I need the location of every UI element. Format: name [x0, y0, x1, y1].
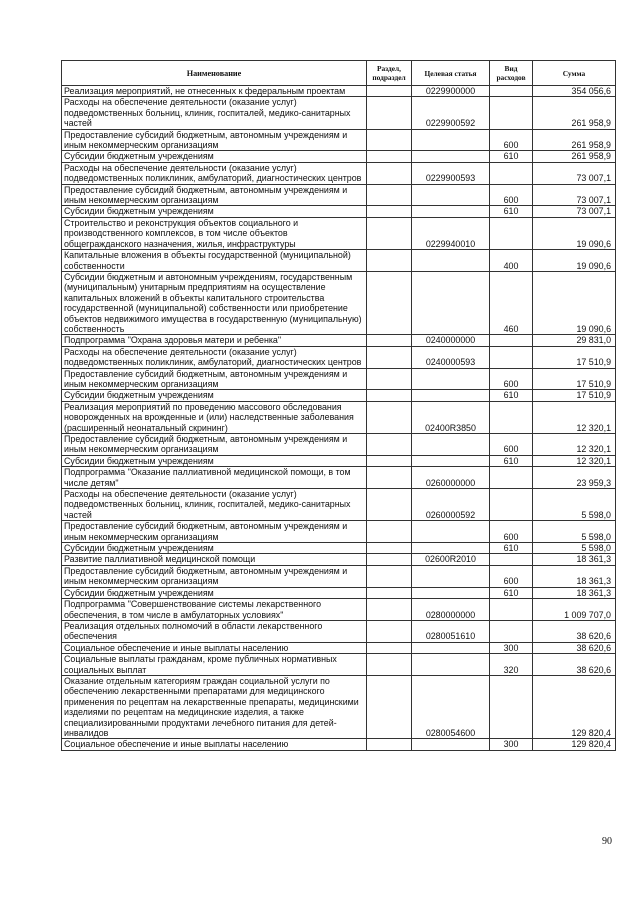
table-row	[62, 368, 616, 390]
row-sum-cell: 261 958,9	[533, 97, 616, 129]
row-name-cell: Субсидии бюджетным учреждениям	[62, 543, 367, 554]
row-name-cell: Расходы на обеспечение деятельности (оказание услуг) подведомственных поликлиник, амбулаторий, диагностических центров	[62, 162, 367, 184]
row-sum-cell: 38 620,6	[533, 654, 616, 676]
header-target-article: Целевая статья	[412, 61, 490, 86]
table-row	[62, 162, 616, 184]
row-sum-cell: 38 620,6	[533, 620, 616, 642]
row-target-article-cell: 0260000592	[412, 489, 490, 521]
row-expense-type-cell: 600	[490, 184, 533, 206]
row-razdel-cell	[367, 390, 412, 401]
row-name-cell: Подпрограмма "Совершенствование системы лекарственного обеспечения, в том числе в амбулаторных условиях"	[62, 599, 367, 621]
row-razdel-cell	[367, 467, 412, 489]
row-name-cell: Субсидии бюджетным учреждениям	[62, 206, 367, 217]
row-expense-type-cell	[490, 675, 533, 738]
row-name-cell: Предоставление субсидий бюджетным, автономным учреждениям и иным некоммерческим организациям	[62, 521, 367, 543]
row-name-cell: Строительство и реконструкция объектов социального и производственного комплексов, в том числе объектов общегражданского назначения, жилья, инфраструктуры	[62, 217, 367, 249]
table-row	[62, 206, 616, 217]
row-sum-cell: 29 831,0	[533, 335, 616, 346]
row-target-article-cell	[412, 368, 490, 390]
row-sum-cell: 261 958,9	[533, 151, 616, 162]
row-sum-cell: 73 007,1	[533, 184, 616, 206]
row-sum-cell: 12 320,1	[533, 455, 616, 466]
row-target-article-cell: 0240000593	[412, 346, 490, 368]
row-name-cell: Предоставление субсидий бюджетным, автономным учреждениям и иным некоммерческим организациям	[62, 368, 367, 390]
table-row	[62, 565, 616, 587]
row-expense-type-cell: 300	[490, 739, 533, 750]
row-expense-type-cell: 610	[490, 455, 533, 466]
row-sum-cell: 73 007,1	[533, 162, 616, 184]
table-row	[62, 271, 616, 334]
table-row	[62, 390, 616, 401]
row-sum-cell: 129 820,4	[533, 739, 616, 750]
row-target-article-cell: 0280051610	[412, 620, 490, 642]
row-expense-type-cell	[490, 335, 533, 346]
row-razdel-cell	[367, 599, 412, 621]
row-sum-cell: 17 510,9	[533, 368, 616, 390]
row-target-article-cell	[412, 455, 490, 466]
row-name-cell: Расходы на обеспечение деятельности (оказание услуг) подведомственных больниц, клиник, госпиталей, медико-санитарных частей	[62, 97, 367, 129]
row-target-article-cell: 0229900592	[412, 97, 490, 129]
row-sum-cell: 19 090,6	[533, 250, 616, 272]
row-sum-cell: 17 510,9	[533, 390, 616, 401]
row-razdel-cell	[367, 206, 412, 217]
row-sum-cell: 19 090,6	[533, 271, 616, 334]
table-row	[62, 97, 616, 129]
row-name-cell: Субсидии бюджетным учреждениям	[62, 390, 367, 401]
row-expense-type-cell	[490, 97, 533, 129]
header-razdel: Раздел, подраздел	[367, 61, 412, 86]
row-sum-cell: 261 958,9	[533, 129, 616, 151]
table-header-row	[62, 61, 616, 86]
table-row	[62, 554, 616, 565]
row-name-cell: Социальное обеспечение и иные выплаты населению	[62, 642, 367, 653]
row-name-cell: Субсидии бюджетным учреждениям	[62, 455, 367, 466]
row-razdel-cell	[367, 455, 412, 466]
row-name-cell: Субсидии бюджетным учреждениям	[62, 587, 367, 598]
row-target-article-cell: 0260000000	[412, 467, 490, 489]
table-row	[62, 675, 616, 738]
table-row	[62, 642, 616, 653]
row-razdel-cell	[367, 346, 412, 368]
row-expense-type-cell	[490, 401, 533, 433]
row-target-article-cell	[412, 250, 490, 272]
row-razdel-cell	[367, 521, 412, 543]
row-target-article-cell: 02600R2010	[412, 554, 490, 565]
row-expense-type-cell	[490, 86, 533, 97]
row-sum-cell: 5 598,0	[533, 521, 616, 543]
row-razdel-cell	[367, 554, 412, 565]
table-row	[62, 86, 616, 97]
row-sum-cell: 354 056,6	[533, 86, 616, 97]
row-target-article-cell: 0280000000	[412, 599, 490, 621]
table-row	[62, 620, 616, 642]
row-razdel-cell	[367, 675, 412, 738]
budget-table	[61, 60, 616, 751]
row-razdel-cell	[367, 489, 412, 521]
table-row	[62, 217, 616, 249]
row-razdel-cell	[367, 739, 412, 750]
row-expense-type-cell: 320	[490, 654, 533, 676]
header-sum: Сумма	[533, 61, 616, 86]
row-razdel-cell	[367, 543, 412, 554]
row-expense-type-cell: 600	[490, 129, 533, 151]
row-expense-type-cell: 600	[490, 565, 533, 587]
row-sum-cell: 19 090,6	[533, 217, 616, 249]
table-row	[62, 434, 616, 456]
table-row	[62, 184, 616, 206]
row-target-article-cell	[412, 206, 490, 217]
row-sum-cell: 12 320,1	[533, 434, 616, 456]
row-expense-type-cell	[490, 346, 533, 368]
row-name-cell: Расходы на обеспечение деятельности (оказание услуг) подведомственных больниц, клиник, госпиталей, медико-санитарных частей	[62, 489, 367, 521]
row-target-article-cell: 0240000000	[412, 335, 490, 346]
row-sum-cell: 1 009 707,0	[533, 599, 616, 621]
row-target-article-cell	[412, 654, 490, 676]
row-sum-cell: 12 320,1	[533, 401, 616, 433]
row-razdel-cell	[367, 368, 412, 390]
row-name-cell: Расходы на обеспечение деятельности (оказание услуг) подведомственных поликлиник, амбулаторий, диагностических центров	[62, 346, 367, 368]
row-target-article-cell	[412, 642, 490, 653]
row-razdel-cell	[367, 654, 412, 676]
row-expense-type-cell: 600	[490, 521, 533, 543]
row-name-cell: Предоставление субсидий бюджетным, автономным учреждениям и иным некоммерческим организациям	[62, 565, 367, 587]
row-expense-type-cell: 460	[490, 271, 533, 334]
row-expense-type-cell: 400	[490, 250, 533, 272]
row-expense-type-cell: 610	[490, 543, 533, 554]
row-expense-type-cell	[490, 489, 533, 521]
row-name-cell: Подпрограмма "Оказание паллиативной медицинской помощи, в том числе детям"	[62, 467, 367, 489]
row-target-article-cell: 0229900000	[412, 86, 490, 97]
table-row	[62, 587, 616, 598]
row-name-cell: Предоставление субсидий бюджетным, автономным учреждениям и иным некоммерческим организациям	[62, 129, 367, 151]
row-expense-type-cell: 600	[490, 368, 533, 390]
row-target-article-cell	[412, 521, 490, 543]
row-target-article-cell	[412, 271, 490, 334]
row-razdel-cell	[367, 217, 412, 249]
row-name-cell: Субсидии бюджетным и автономным учреждениям, государственным (муниципальным) унитарным предприятиям на осуществление капитальных вложений в объекты капитального строительства государственной (муниципальной) собственности или приобретение объектов недвижимого имущества в государственную (муниципальную) собственность	[62, 271, 367, 334]
table-row	[62, 129, 616, 151]
row-expense-type-cell	[490, 217, 533, 249]
table-body	[62, 86, 616, 751]
row-razdel-cell	[367, 151, 412, 162]
row-sum-cell: 129 820,4	[533, 675, 616, 738]
row-razdel-cell	[367, 565, 412, 587]
row-target-article-cell	[412, 434, 490, 456]
row-name-cell: Реализация отдельных полномочий в области лекарственного обеспечения	[62, 620, 367, 642]
row-target-article-cell	[412, 390, 490, 401]
row-razdel-cell	[367, 587, 412, 598]
row-sum-cell: 73 007,1	[533, 206, 616, 217]
row-sum-cell: 17 510,9	[533, 346, 616, 368]
table-row	[62, 401, 616, 433]
row-name-cell: Предоставление субсидий бюджетным, автономным учреждениям и иным некоммерческим организациям	[62, 184, 367, 206]
table-row	[62, 455, 616, 466]
header-expense-type: Вид расходов	[490, 61, 533, 86]
table-row	[62, 654, 616, 676]
header-name: Наименование	[62, 61, 367, 86]
row-razdel-cell	[367, 97, 412, 129]
row-name-cell: Развитие паллиативной медицинской помощи	[62, 554, 367, 565]
row-name-cell: Подпрограмма "Охрана здоровья матери и ребенка"	[62, 335, 367, 346]
row-name-cell: Социальные выплаты гражданам, кроме публичных нормативных социальных выплат	[62, 654, 367, 676]
row-razdel-cell	[367, 162, 412, 184]
row-name-cell: Реализация мероприятий, не отнесенных к федеральным проектам	[62, 86, 367, 97]
row-name-cell: Капитальные вложения в объекты государственной (муниципальной) собственности	[62, 250, 367, 272]
row-sum-cell: 18 361,3	[533, 565, 616, 587]
row-expense-type-cell: 600	[490, 434, 533, 456]
row-name-cell: Социальное обеспечение и иные выплаты населению	[62, 739, 367, 750]
row-sum-cell: 18 361,3	[533, 554, 616, 565]
row-sum-cell: 18 361,3	[533, 587, 616, 598]
row-target-article-cell	[412, 151, 490, 162]
table-row	[62, 739, 616, 750]
table-row	[62, 521, 616, 543]
row-razdel-cell	[367, 184, 412, 206]
row-expense-type-cell: 610	[490, 151, 533, 162]
page-number: 90	[602, 836, 612, 847]
row-name-cell: Субсидии бюджетным учреждениям	[62, 151, 367, 162]
table-row	[62, 151, 616, 162]
row-target-article-cell: 02400R3850	[412, 401, 490, 433]
table-row	[62, 335, 616, 346]
row-razdel-cell	[367, 86, 412, 97]
row-target-article-cell: 0229940010	[412, 217, 490, 249]
row-target-article-cell: 0229900593	[412, 162, 490, 184]
row-expense-type-cell: 610	[490, 587, 533, 598]
row-sum-cell: 38 620,6	[533, 642, 616, 653]
row-target-article-cell	[412, 565, 490, 587]
row-target-article-cell: 0280054600	[412, 675, 490, 738]
row-expense-type-cell: 610	[490, 390, 533, 401]
row-expense-type-cell: 610	[490, 206, 533, 217]
table-row	[62, 543, 616, 554]
row-razdel-cell	[367, 335, 412, 346]
row-target-article-cell	[412, 739, 490, 750]
row-sum-cell: 5 598,0	[533, 543, 616, 554]
row-sum-cell: 23 959,3	[533, 467, 616, 489]
row-razdel-cell	[367, 642, 412, 653]
row-expense-type-cell	[490, 467, 533, 489]
table-row	[62, 489, 616, 521]
row-target-article-cell	[412, 587, 490, 598]
table-row	[62, 467, 616, 489]
row-sum-cell: 5 598,0	[533, 489, 616, 521]
row-target-article-cell	[412, 129, 490, 151]
row-expense-type-cell	[490, 554, 533, 565]
row-expense-type-cell	[490, 599, 533, 621]
row-target-article-cell	[412, 184, 490, 206]
row-name-cell: Предоставление субсидий бюджетным, автономным учреждениям и иным некоммерческим организациям	[62, 434, 367, 456]
row-razdel-cell	[367, 401, 412, 433]
row-razdel-cell	[367, 129, 412, 151]
table-row	[62, 599, 616, 621]
row-expense-type-cell	[490, 162, 533, 184]
row-expense-type-cell: 300	[490, 642, 533, 653]
row-razdel-cell	[367, 434, 412, 456]
table-row	[62, 250, 616, 272]
row-razdel-cell	[367, 271, 412, 334]
row-target-article-cell	[412, 543, 490, 554]
row-name-cell: Оказание отдельным категориям граждан социальной услуги по обеспечению лекарственными препаратами для медицинского применения по рецептам на лекарственные препараты, медицинскими изделиями по рецептам на медицинские изделия, а также специализированными продуктами лечебного питания для детей-инвалидов	[62, 675, 367, 738]
row-expense-type-cell	[490, 620, 533, 642]
row-name-cell: Реализация мероприятий по проведению массового обследования новорожденных на врожденные и (или) наследственные заболевания (расширенный неонатальный скрининг)	[62, 401, 367, 433]
table-row	[62, 346, 616, 368]
row-razdel-cell	[367, 620, 412, 642]
row-razdel-cell	[367, 250, 412, 272]
